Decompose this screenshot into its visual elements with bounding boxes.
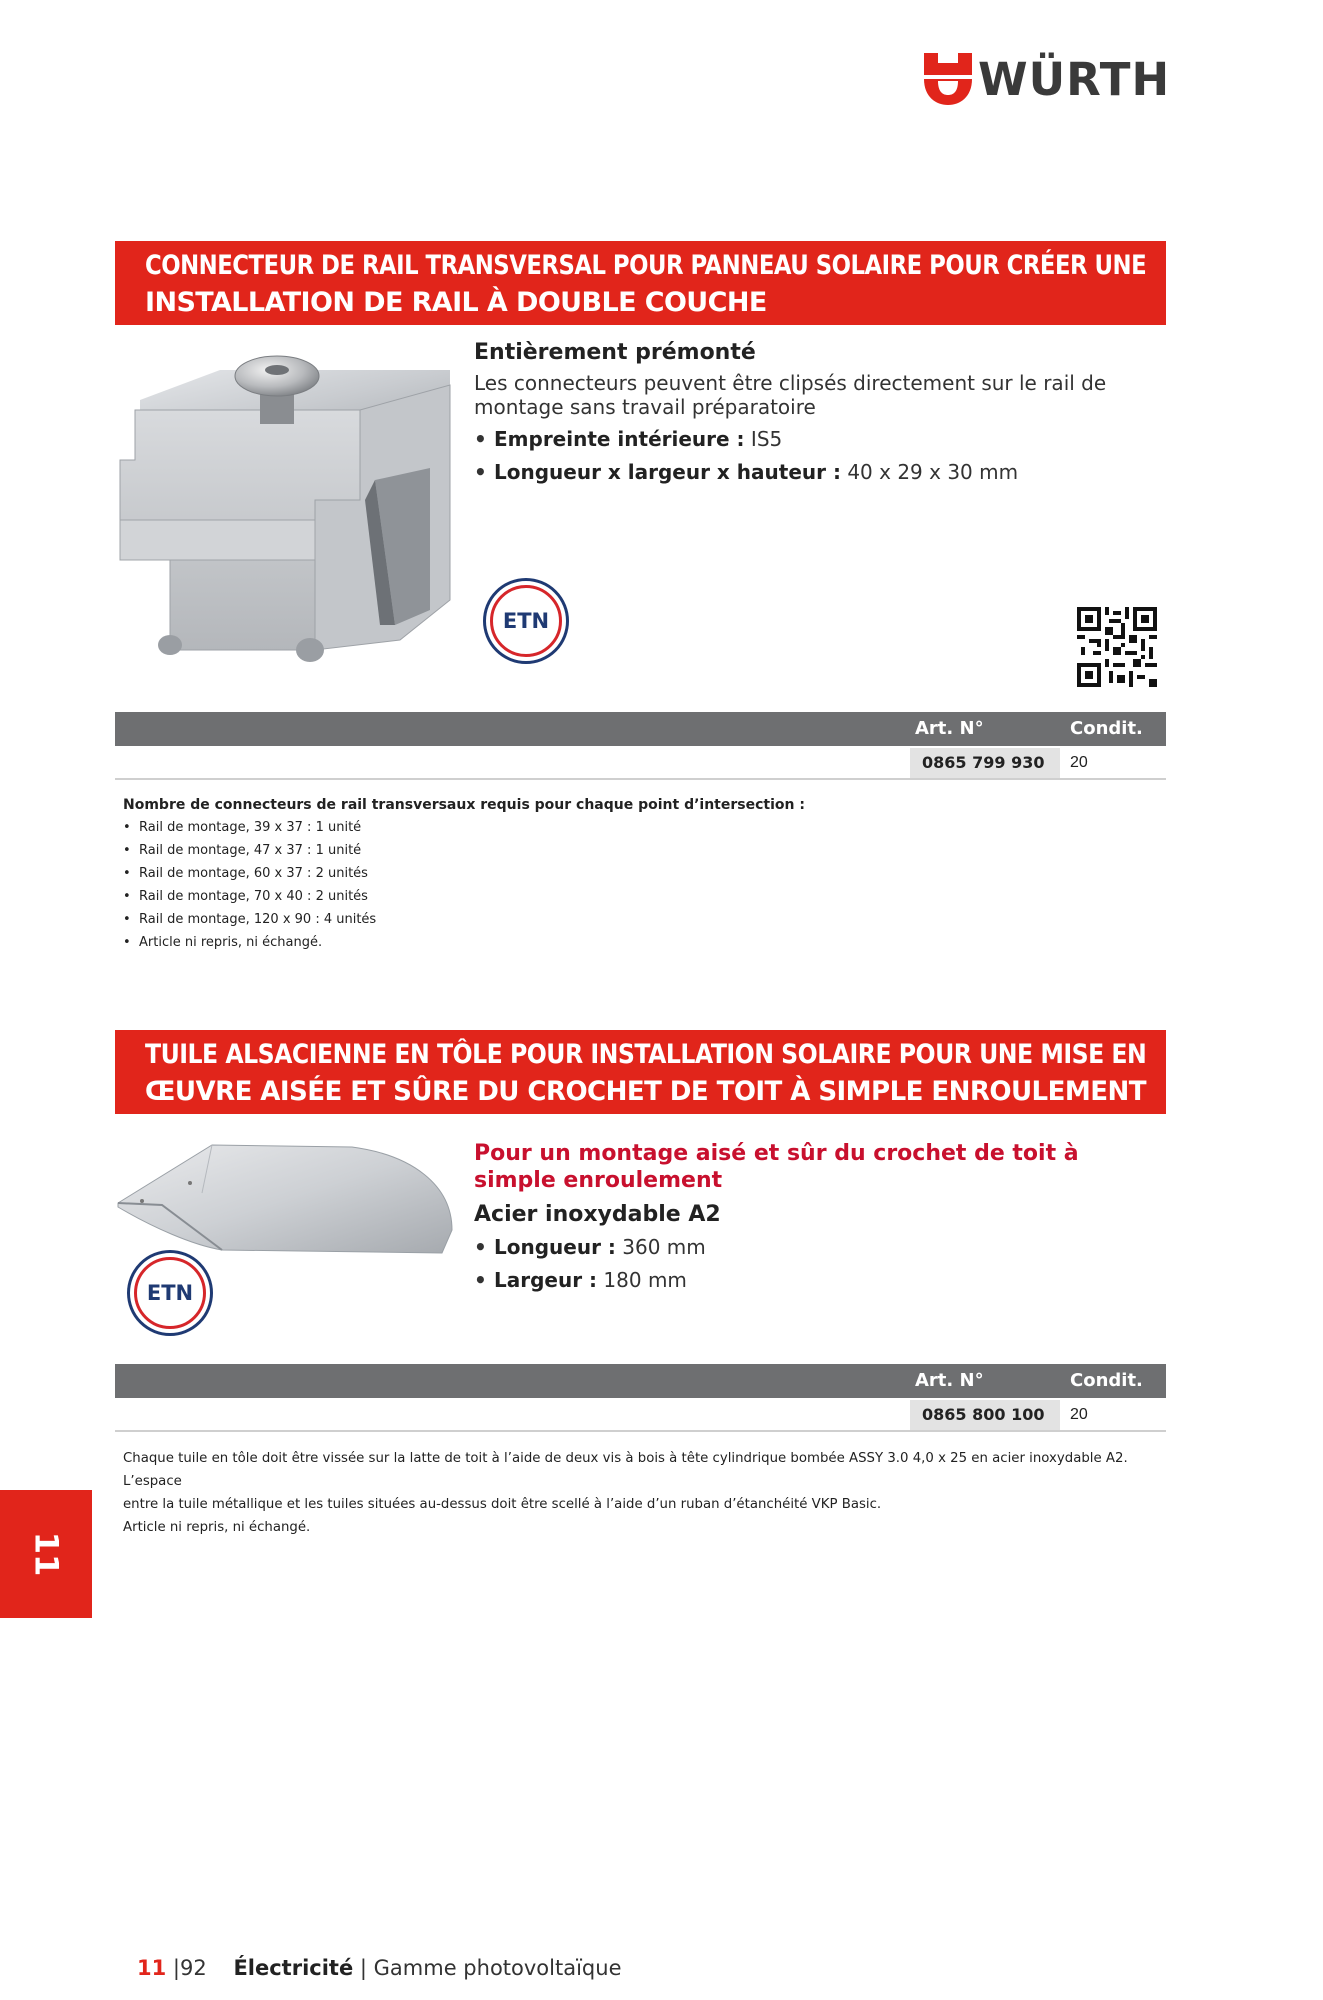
spec-value: IS5: [750, 427, 783, 451]
footer-chapter: 11: [137, 1956, 167, 1980]
section2-red-heading: Pour un montage aisé et sûr du crochet de toit à simple enroulement: [474, 1141, 1079, 1193]
spec-label: Longueur :: [494, 1235, 616, 1259]
footer-category: Électricité: [233, 1956, 354, 1980]
chapter-number: 11: [27, 1531, 65, 1577]
section1-heading: Entièrement prémonté: [474, 340, 756, 365]
etn-badge: [483, 578, 569, 664]
page-footer: [137, 1956, 621, 1980]
spec-item: • Longueur x largeur x hauteur : 40 x 29 x 30 mm: [474, 460, 1019, 484]
section2-table-header: [115, 1364, 1166, 1398]
etn-badge: [127, 1250, 213, 1336]
etn-badge-label: ETN: [134, 1257, 206, 1329]
section2-notes: [123, 1447, 1163, 1539]
etn-badge-label: ETN: [490, 585, 562, 657]
list-item: • Rail de montage, 70 x 40 : 2 unités: [123, 885, 1163, 908]
col-art-header: Art. N°: [915, 1370, 984, 1391]
section1-description: [474, 340, 1174, 489]
condition-value: 20: [1070, 754, 1088, 771]
section1-spec-list: [474, 423, 1174, 489]
rail-connector-image: [110, 350, 460, 680]
col-cond-header: Condit.: [1070, 718, 1143, 739]
article-number[interactable]: 0865 799 930: [910, 748, 1060, 778]
footer-separator: |: [359, 1956, 367, 1980]
spec-label: Empreinte intérieure :: [494, 427, 745, 451]
section2-description: [474, 1140, 1174, 1297]
list-item: • Rail de montage, 39 x 37 : 1 unité: [123, 816, 1163, 839]
table-row: [115, 748, 1166, 780]
section1-title-banner: [115, 241, 1166, 325]
table-row: [115, 1400, 1166, 1432]
section1-title-line2: INSTALLATION DE RAIL À DOUBLE COUCHE: [145, 287, 767, 318]
col-art-header: Art. N°: [915, 718, 984, 739]
article-number[interactable]: 0865 800 100: [910, 1400, 1060, 1430]
spec-item: • Longueur : 360 mm: [474, 1235, 706, 1259]
condition-value: 20: [1070, 1406, 1088, 1423]
footer-separator: |: [172, 1956, 180, 1980]
section2-spec-list: [474, 1231, 1174, 1297]
footer-page-number: 92: [180, 1956, 207, 1980]
roof-tile-image: [112, 1135, 457, 1265]
spec-item: • Largeur : 180 mm: [474, 1268, 687, 1292]
list-item: • Article ni repris, ni échangé.: [123, 931, 1163, 954]
section1-title-line1: CONNECTEUR DE RAIL TRANSVERSAL POUR PANNEAU SOLAIRE POUR CRÉER UNE: [145, 250, 1147, 281]
spec-value: 40 x 29 x 30 mm: [847, 460, 1019, 484]
note-line: Article ni repris, ni échangé.: [123, 1520, 311, 1535]
col-cond-header: Condit.: [1070, 1370, 1143, 1391]
section2-title-line1: TUILE ALSACIENNE EN TÔLE POUR INSTALLATION SOLAIRE POUR UNE MISE EN: [145, 1039, 1147, 1070]
section1-table-header: [115, 712, 1166, 746]
note-line: entre la tuile métallique et les tuiles situées au-dessus doit être scellé à l’aide d’un ruban d’étanchéité VKP Basic.: [123, 1497, 882, 1512]
section1-notes: [123, 797, 1163, 954]
wurth-logo: [924, 50, 1174, 108]
spec-label: Longueur x largeur x hauteur :: [494, 460, 841, 484]
qr-code-icon[interactable]: [1077, 607, 1157, 687]
section1-text: Les connecteurs peuvent être clipsés directement sur le rail de montage sans travail préparatoire: [474, 371, 1107, 419]
notes-lead: Nombre de connecteurs de rail transversaux requis pour chaque point d’intersection :: [123, 797, 805, 813]
spec-label: Largeur :: [494, 1268, 598, 1292]
spec-value: 360 mm: [622, 1235, 706, 1259]
chapter-side-tab[interactable]: [0, 1490, 92, 1618]
spec-item: • Empreinte intérieure : IS5: [474, 427, 783, 451]
spec-value: 180 mm: [603, 1268, 687, 1292]
footer-subcategory: Gamme photovoltaïque: [373, 1956, 622, 1980]
list-item: • Rail de montage, 120 x 90 : 4 unités: [123, 908, 1163, 931]
section2-heading: Acier inoxydable A2: [474, 1202, 721, 1227]
wurth-logo-icon: [924, 53, 972, 105]
section2-title-line2: ŒUVRE AISÉE ET SÛRE DU CROCHET DE TOIT À SIMPLE ENROULEMENT: [145, 1076, 1146, 1107]
list-item: • Rail de montage, 47 x 37 : 1 unité: [123, 839, 1163, 862]
note-line: Chaque tuile en tôle doit être vissée sur la latte de toit à l’aide de deux vis à bois à tête cylindrique bombée ASSY 3.0 4,0 x 25 en acier inoxydable A2. L’espace: [123, 1451, 1128, 1489]
section2-title-banner: [115, 1030, 1166, 1114]
brand-name: WÜRTH: [978, 52, 1171, 106]
list-item: • Rail de montage, 60 x 37 : 2 unités: [123, 862, 1163, 885]
